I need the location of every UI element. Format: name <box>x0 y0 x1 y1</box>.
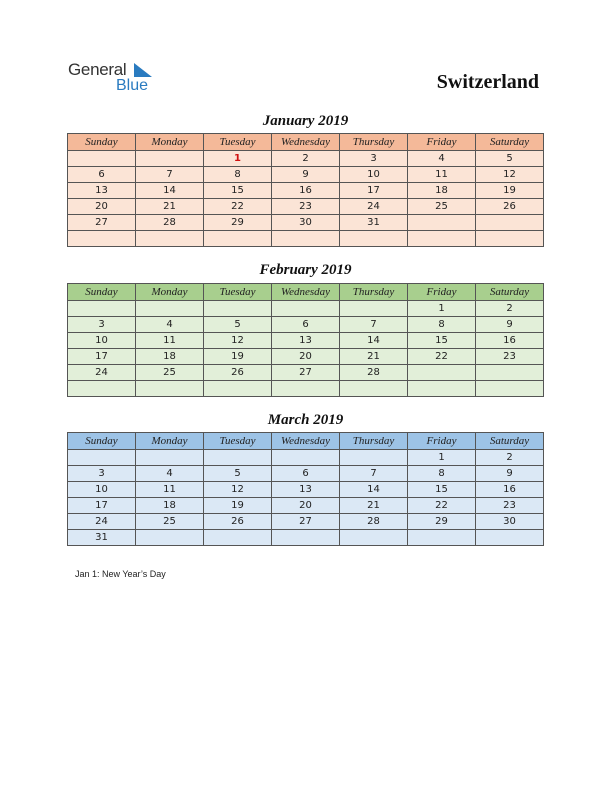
generalblue-logo <box>68 60 178 100</box>
logo-triangle-icon <box>134 63 152 77</box>
day-cell <box>476 215 544 231</box>
day-cell: 9 <box>476 317 544 333</box>
day-cell <box>136 301 204 317</box>
weekday-header: Saturday <box>476 433 544 450</box>
day-cell: 31 <box>340 215 408 231</box>
week-row <box>68 498 544 514</box>
day-cell: 13 <box>68 183 136 199</box>
day-cell: 10 <box>340 167 408 183</box>
week-row <box>68 231 544 247</box>
week-row <box>68 167 544 183</box>
day-cell: 27 <box>68 215 136 231</box>
day-cell: 23 <box>476 349 544 365</box>
day-cell: 24 <box>340 199 408 215</box>
day-cell: 31 <box>68 530 136 546</box>
week-row <box>68 301 544 317</box>
day-cell: 1 <box>408 301 476 317</box>
weekday-header: Friday <box>408 433 476 450</box>
day-cell: 19 <box>476 183 544 199</box>
day-cell: 25 <box>136 365 204 381</box>
day-cell <box>408 530 476 546</box>
day-cell: 1 <box>408 450 476 466</box>
weekday-header: Monday <box>136 134 204 151</box>
weekday-header: Wednesday <box>272 134 340 151</box>
weekday-header: Thursday <box>340 134 408 151</box>
day-cell: 21 <box>136 199 204 215</box>
day-cell: 8 <box>408 466 476 482</box>
month-title-march: March 2019 <box>267 412 344 428</box>
week-row <box>68 199 544 215</box>
day-cell: 2 <box>476 301 544 317</box>
day-cell: 23 <box>272 199 340 215</box>
day-cell <box>340 530 408 546</box>
day-cell: 8 <box>408 317 476 333</box>
day-cell: 22 <box>408 349 476 365</box>
month-title-january: January 2019 <box>262 113 349 129</box>
day-cell <box>136 231 204 247</box>
day-cell <box>476 231 544 247</box>
week-row <box>68 381 544 397</box>
day-cell: 27 <box>272 365 340 381</box>
week-row <box>68 466 544 482</box>
weekday-header: Tuesday <box>204 134 272 151</box>
day-cell <box>476 530 544 546</box>
weekday-header: Wednesday <box>272 284 340 301</box>
day-cell: 11 <box>136 482 204 498</box>
day-cell: 6 <box>272 466 340 482</box>
day-cell: 7 <box>136 167 204 183</box>
day-cell: 21 <box>340 349 408 365</box>
day-cell <box>408 231 476 247</box>
day-cell <box>340 301 408 317</box>
day-cell: 6 <box>272 317 340 333</box>
day-cell: 16 <box>272 183 340 199</box>
month-title-february: February 2019 <box>259 262 352 278</box>
day-cell: 2 <box>272 151 340 167</box>
day-cell: 4 <box>408 151 476 167</box>
day-cell: 29 <box>204 215 272 231</box>
weekday-header: Thursday <box>340 433 408 450</box>
day-cell: 18 <box>136 349 204 365</box>
weekday-header: Tuesday <box>204 284 272 301</box>
day-cell <box>476 381 544 397</box>
day-cell: 25 <box>136 514 204 530</box>
weekday-header: Saturday <box>476 134 544 151</box>
day-cell: 11 <box>408 167 476 183</box>
day-cell: 8 <box>204 167 272 183</box>
day-cell <box>340 381 408 397</box>
day-cell: 20 <box>68 199 136 215</box>
day-cell <box>272 381 340 397</box>
logo-blue-text: Blue <box>116 77 149 94</box>
weekday-header: Monday <box>136 284 204 301</box>
day-cell: 28 <box>136 215 204 231</box>
day-cell: 12 <box>204 482 272 498</box>
day-cell: 30 <box>476 514 544 530</box>
day-cell <box>204 381 272 397</box>
day-cell: 5 <box>204 317 272 333</box>
day-cell: 9 <box>476 466 544 482</box>
weekday-header: Friday <box>408 134 476 151</box>
day-cell <box>68 301 136 317</box>
day-cell: 10 <box>68 482 136 498</box>
day-cell <box>272 231 340 247</box>
day-cell: 29 <box>408 514 476 530</box>
day-cell: 28 <box>340 514 408 530</box>
day-cell <box>272 530 340 546</box>
day-cell <box>204 301 272 317</box>
day-cell <box>136 530 204 546</box>
week-row <box>68 365 544 381</box>
day-cell: 18 <box>408 183 476 199</box>
day-cell <box>272 301 340 317</box>
day-cell <box>408 215 476 231</box>
weekday-header-row <box>68 284 544 301</box>
day-cell <box>204 231 272 247</box>
day-cell <box>136 450 204 466</box>
week-row <box>68 317 544 333</box>
day-cell: 24 <box>68 365 136 381</box>
day-cell: 17 <box>340 183 408 199</box>
day-cell <box>68 231 136 247</box>
week-row <box>68 514 544 530</box>
weekday-header: Sunday <box>68 134 136 151</box>
day-cell: 17 <box>68 498 136 514</box>
day-cell: 3 <box>340 151 408 167</box>
day-cell: 18 <box>136 498 204 514</box>
day-cell: 19 <box>204 349 272 365</box>
week-row <box>68 151 544 167</box>
week-row <box>68 349 544 365</box>
day-cell: 30 <box>272 215 340 231</box>
day-cell <box>68 151 136 167</box>
weekday-header: Monday <box>136 433 204 450</box>
day-cell <box>68 450 136 466</box>
week-row <box>68 530 544 546</box>
day-cell: 9 <box>272 167 340 183</box>
day-cell: 26 <box>204 514 272 530</box>
day-cell: 26 <box>476 199 544 215</box>
day-cell: 25 <box>408 199 476 215</box>
day-cell: 14 <box>340 482 408 498</box>
week-row <box>68 215 544 231</box>
weekday-header: Saturday <box>476 284 544 301</box>
day-cell: 7 <box>340 317 408 333</box>
day-cell: 15 <box>204 183 272 199</box>
day-cell: 22 <box>408 498 476 514</box>
day-cell: 19 <box>204 498 272 514</box>
day-cell: 2 <box>476 450 544 466</box>
day-cell: 20 <box>272 498 340 514</box>
day-cell: 11 <box>136 333 204 349</box>
day-cell <box>204 530 272 546</box>
country-title: Switzerland <box>436 71 539 93</box>
weekday-header: Wednesday <box>272 433 340 450</box>
weekday-header-row <box>68 433 544 450</box>
logo-general-text: General <box>68 60 127 79</box>
day-cell-holiday: 1 <box>204 151 272 167</box>
day-cell <box>272 450 340 466</box>
day-cell: 14 <box>340 333 408 349</box>
day-cell <box>408 381 476 397</box>
holidays-note: Jan 1: New Year’s Day <box>75 569 166 579</box>
day-cell: 15 <box>408 333 476 349</box>
calendar-january <box>67 133 544 247</box>
day-cell: 17 <box>68 349 136 365</box>
day-cell: 4 <box>136 466 204 482</box>
day-cell: 5 <box>204 466 272 482</box>
day-cell: 14 <box>136 183 204 199</box>
week-row <box>68 183 544 199</box>
calendar-february <box>67 283 544 397</box>
day-cell: 13 <box>272 482 340 498</box>
day-cell: 27 <box>272 514 340 530</box>
weekday-header: Sunday <box>68 433 136 450</box>
day-cell: 16 <box>476 333 544 349</box>
day-cell <box>68 381 136 397</box>
day-cell: 12 <box>476 167 544 183</box>
day-cell: 3 <box>68 466 136 482</box>
week-row <box>68 482 544 498</box>
weekday-header: Thursday <box>340 284 408 301</box>
day-cell: 7 <box>340 466 408 482</box>
day-cell: 5 <box>476 151 544 167</box>
day-cell <box>204 450 272 466</box>
day-cell: 4 <box>136 317 204 333</box>
day-cell: 16 <box>476 482 544 498</box>
day-cell: 15 <box>408 482 476 498</box>
week-row <box>68 333 544 349</box>
weekday-header-row <box>68 134 544 151</box>
calendar-march <box>67 432 544 546</box>
weekday-header: Sunday <box>68 284 136 301</box>
week-row <box>68 450 544 466</box>
day-cell <box>136 151 204 167</box>
day-cell: 22 <box>204 199 272 215</box>
day-cell: 3 <box>68 317 136 333</box>
day-cell: 26 <box>204 365 272 381</box>
day-cell: 23 <box>476 498 544 514</box>
day-cell: 12 <box>204 333 272 349</box>
day-cell <box>136 381 204 397</box>
weekday-header: Tuesday <box>204 433 272 450</box>
day-cell: 6 <box>68 167 136 183</box>
day-cell <box>340 450 408 466</box>
day-cell <box>340 231 408 247</box>
day-cell: 13 <box>272 333 340 349</box>
day-cell: 20 <box>272 349 340 365</box>
day-cell: 10 <box>68 333 136 349</box>
day-cell: 28 <box>340 365 408 381</box>
day-cell <box>476 365 544 381</box>
weekday-header: Friday <box>408 284 476 301</box>
day-cell <box>408 365 476 381</box>
day-cell: 24 <box>68 514 136 530</box>
day-cell: 21 <box>340 498 408 514</box>
